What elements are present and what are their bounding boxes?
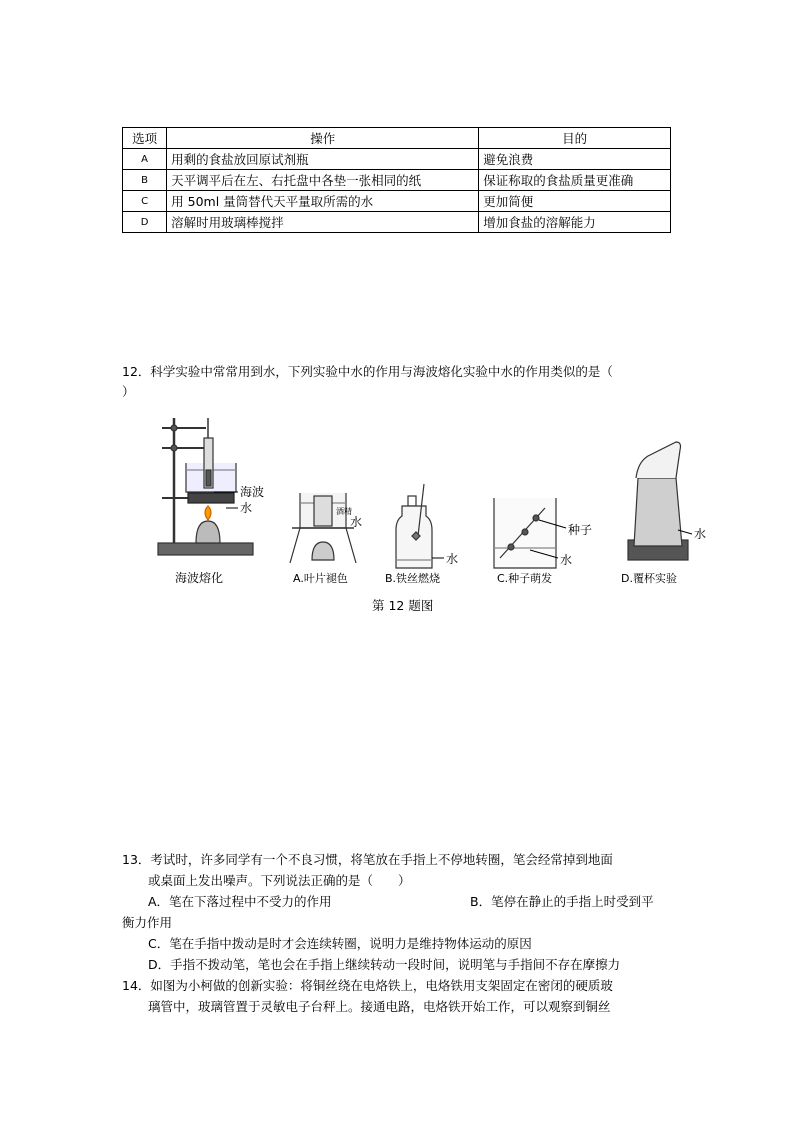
seed-germination-apparatus xyxy=(494,498,556,568)
question-12-stem-end: ） xyxy=(122,384,135,399)
table-row xyxy=(123,170,671,191)
question-13-stem: 13．考试时，许多同学有一个不良习惯，将笔放在手指上不停地转圈，笔会经常掉到地面 xyxy=(122,852,613,867)
question-13-option-a: A．笔在下落过程中不受力的作用 xyxy=(148,894,332,909)
table-cell-operation: 溶解时用玻璃棒搅拌 xyxy=(167,212,479,233)
label-water-c: 水 xyxy=(560,553,573,567)
label-seed: 种子 xyxy=(568,523,593,537)
caption-a: A.叶片褪色 xyxy=(293,572,348,585)
table-header-cell: 操作 xyxy=(167,128,479,149)
leaf-decolorization-apparatus xyxy=(290,493,356,563)
table-cell-purpose: 更加简便 xyxy=(479,191,671,212)
table-header-cell: 目的 xyxy=(479,128,671,149)
label-water-0: 水 xyxy=(240,501,253,515)
question-13-option-c: C．笔在手指中拨动是时才会连续转圈，说明力是维持物体运动的原因 xyxy=(148,936,532,951)
table-row xyxy=(123,149,671,170)
table-cell-purpose: 保证称取的食盐质量更准确 xyxy=(479,170,671,191)
table-cell-purpose: 增加食盐的溶解能力 xyxy=(479,212,671,233)
inverted-cup-apparatus xyxy=(628,442,688,560)
table-cell-purpose: 避免浪费 xyxy=(479,149,671,170)
question-12-figure xyxy=(150,408,710,593)
table-cell-operation: 用剩的食盐放回原试剂瓶 xyxy=(167,149,479,170)
question-13-option-b-cont: 衡力作用 xyxy=(122,915,173,930)
caption-c: C.种子萌发 xyxy=(497,572,553,585)
label-water-a: 水 xyxy=(350,515,363,529)
caption-b: B.铁丝燃烧 xyxy=(385,572,441,585)
options-table xyxy=(122,127,671,233)
table-cell-operation: 用 50ml 量筒替代天平量取所需的水 xyxy=(167,191,479,212)
table-cell-operation: 天平调平后在左、右托盘中各垫一张相同的纸 xyxy=(167,170,479,191)
iron-wire-burning-apparatus xyxy=(396,484,432,568)
label-water-d: 水 xyxy=(694,527,707,541)
table-row xyxy=(123,191,671,212)
label-alcohol: 酒精 xyxy=(336,507,352,516)
table-cell-option: D xyxy=(123,212,167,233)
haibo-melting-apparatus xyxy=(158,418,253,555)
question-12-stem: 12．科学实验中常常用到水，下列实验中水的作用与海波熔化实验中水的作用类似的是（ xyxy=(122,364,613,379)
question-14-stem-cont: 璃管中，玻璃管置于灵敏电子台秤上。接通电路，电烙铁开始工作，可以观察到铜丝 xyxy=(148,999,611,1014)
label-water-b: 水 xyxy=(446,552,459,566)
table-header-row xyxy=(123,128,671,149)
table-cell-option: B xyxy=(123,170,167,191)
question-13-option-b: B．笔停在静止的手指上时受到平 xyxy=(470,894,654,909)
question-13-stem-cont: 或桌面上发出噪声。下列说法正确的是（ ） xyxy=(148,873,411,888)
table-cell-option: A xyxy=(123,149,167,170)
caption-d: D.覆杯实验 xyxy=(621,572,677,585)
label-haibo: 海波 xyxy=(240,485,265,499)
figure-title: 第 12 题图 xyxy=(372,598,434,613)
table-header-cell: 选项 xyxy=(123,128,167,149)
table-row xyxy=(123,212,671,233)
table-cell-option: C xyxy=(123,191,167,212)
question-13-option-d: D．手指不拨动笔，笔也会在手指上继续转动一段时间，说明笔与手指间不存在摩擦力 xyxy=(148,957,621,972)
question-14-stem: 14．如图为小柯做的创新实验：将铜丝绕在电烙铁上，电烙铁用支架固定在密闭的硬质玻 xyxy=(122,978,613,993)
caption-haibo: 海波熔化 xyxy=(175,571,224,585)
